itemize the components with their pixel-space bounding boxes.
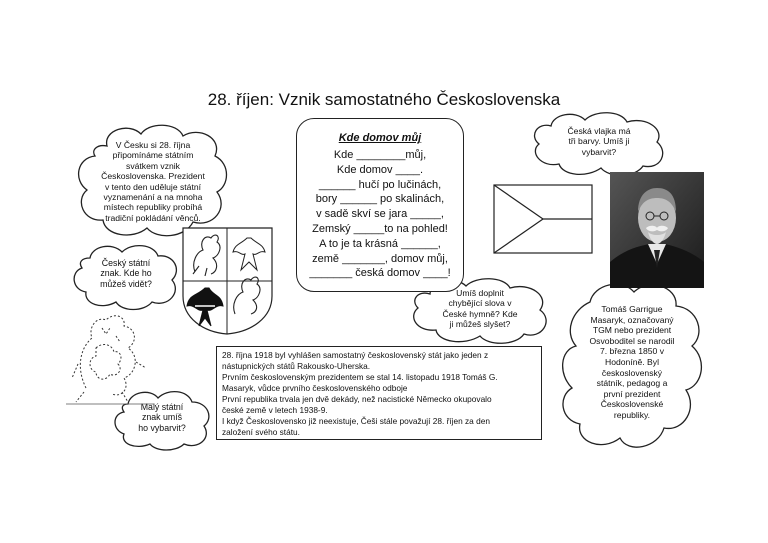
history-info-box — [216, 346, 542, 440]
anthem-title: Kde domov můj — [338, 132, 422, 144]
masaryk-portrait-icon — [610, 172, 704, 288]
anthem-box — [296, 118, 464, 292]
czech-flag-outline-icon — [493, 184, 593, 254]
small-coat-of-arms-icon — [66, 308, 154, 406]
state-emblem-cloud: Český státní znak. Kde ho můžeš vidět? — [72, 244, 180, 310]
masaryk-cloud: Tomáš Garrigue Masaryk, označovaný TGM nebo prezident Osvoboditel se narodil 7. března 1850 v Hodoníně. Byl československý státník, pedagog a první prezident Československé republiky. — [560, 282, 704, 452]
flag-question-cloud: Česká vlajka má tři barvy. Umíš ji vybarvit? — [529, 112, 667, 176]
anthem-lyrics: Kde ________můj, Kde domov ____. ______ hučí po lučinách, bory ______ po skalinách, v sadě skví se jara _____, Zemský _____to na pohled! A to je ta krásná ______, země _______, domov můj, _______ česká domov ____! — [309, 149, 451, 280]
page-title: 28. říjen: Vznik samostatného Československa — [207, 90, 561, 109]
holiday-cloud — [77, 124, 229, 238]
large-coat-of-arms-icon — [181, 226, 274, 336]
small-emblem-cloud: Malý státní znak umíš ho vybarvit? — [112, 390, 212, 450]
anthem-question-cloud: Umíš doplnit chybějící slova v České hymně? Kde ji můžeš slyšet? — [408, 278, 552, 344]
holiday-text: V Česku si 28. října připomínáme státním svátkem vznik Československa. Prezident v tento den uděluje státní vyznamenání a na mnoha místech republiky probíhá tradiční pokládání věnců. — [101, 140, 205, 223]
history-text: 28. října 1918 byl vyhlášen samostatný československý stát jako jeden z nástupnických států Rakousko-Uherska. Prvním československým prezidentem se stal 14. listopadu 1918 Tomáš G. Masaryk, vůdce prvního československého odboje První republika trvala jen dvě dekády, než nacistické Německo okupovalo české země v letech 1938-9. I když Československo již neexistuje, Češi stále považují 28. říjen za den založení svého státu. — [222, 350, 498, 437]
